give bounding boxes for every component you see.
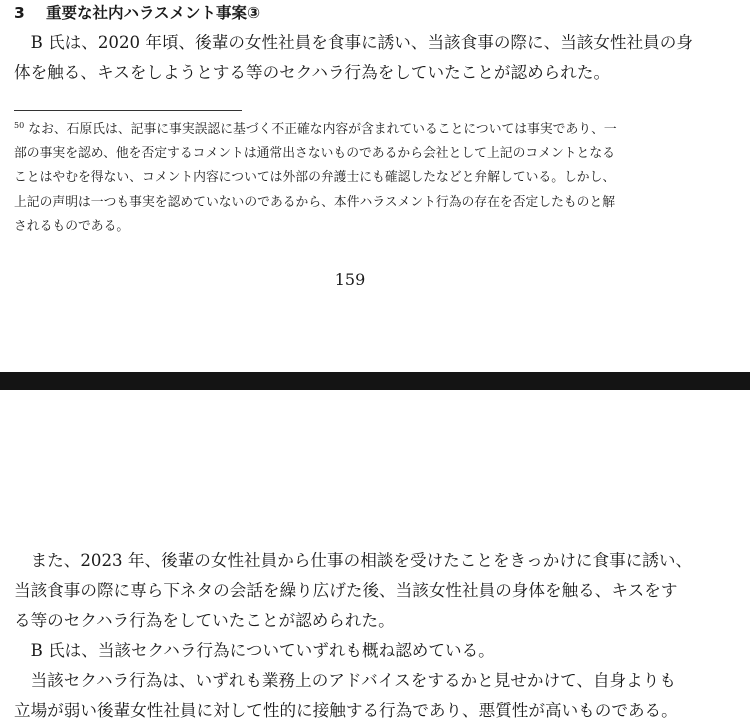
footnote-text: なお、石原氏は、記事に事実誤認に基づく不正確な内容が含まれていることについては事実であり、一	[28, 122, 617, 137]
footnote-line	[14, 118, 736, 142]
section-heading	[14, 2, 260, 24]
document-page-bottom	[0, 390, 750, 721]
page-divider	[0, 372, 750, 390]
section-title: 重要な社内ハラスメント事案③	[46, 4, 261, 22]
footnote	[14, 118, 736, 239]
body-paragraph	[14, 546, 736, 721]
paragraph-line: 当該セクハラ行為は、いずれも業務上のアドバイスをするかと見せかけて、自身よりも	[14, 671, 676, 690]
section-number: 3	[14, 4, 25, 22]
paragraph-line: る等のセクハラ行為をしていたことが認められた。	[14, 611, 395, 630]
paragraph-line: 体を触る、キスをしようとする等のセクハラ行為をしていたことが認められた。	[14, 63, 611, 82]
paragraph-line: また、2023 年、後輩の女性社員から仕事の相談を受けたことをきっかけに食事に誘い、	[14, 551, 693, 570]
footnote-line: ことはやむを得ない、コメント内容については外部の弁護士にも確認したなどと弁解している。しかし、	[14, 170, 616, 186]
paragraph-line: 立場が弱い後輩女性社員に対して性的に接触する行為であり、悪質性が高いものである。	[14, 701, 678, 720]
footnote-separator	[14, 110, 242, 111]
page-number: 159	[334, 270, 366, 289]
paragraph-line: B 氏は、2020 年頃、後輩の女性社員を食事に誘い、当該食事の際に、当該女性社員の身	[14, 33, 693, 52]
body-paragraph	[14, 28, 736, 88]
footnote-line: 上記の声明は一つも事実を認めていないのであるから、本件ハラスメント行為の存在を否定したものと解	[14, 194, 616, 210]
paragraph-line: 当該食事の際に専ら下ネタの会話を繰り広げた後、当該女性社員の身体を触る、キスをす	[14, 581, 678, 600]
footnote-line: 部の事実を認め、他を否定するコメントは通常出さないものであるから会社として上記のコメントとなる	[14, 146, 615, 162]
paragraph-line: B 氏は、当該セクハラ行為についていずれも概ね認めている。	[14, 641, 495, 660]
footnote-number: 50	[14, 121, 25, 130]
footnote-line: されるものである。	[14, 218, 130, 234]
